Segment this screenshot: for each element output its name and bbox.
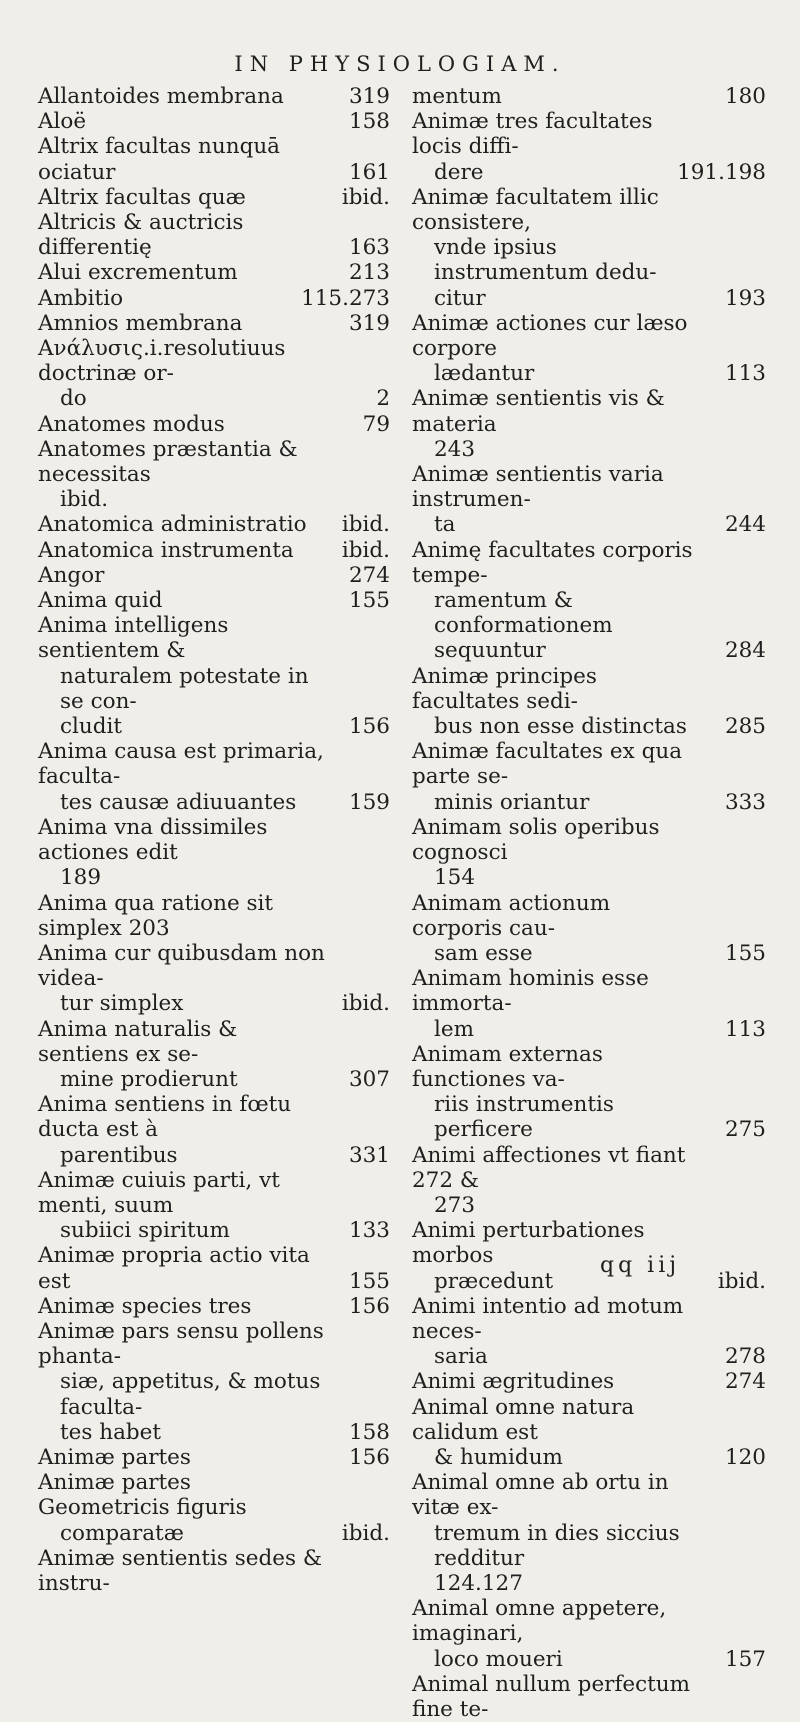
index-entry xyxy=(38,588,396,613)
entry-text: Amnios membrana xyxy=(38,310,243,336)
entry-text: subiici spiritum xyxy=(60,1218,230,1244)
index-entry xyxy=(412,386,772,462)
index-entry xyxy=(38,134,396,184)
signature-mark: qq iij xyxy=(600,1253,681,1278)
index-entry xyxy=(38,941,396,1017)
entry-text: citur xyxy=(434,285,486,311)
entry-text: Animæ partes Geometricis figuris xyxy=(38,1470,247,1521)
entry-text: tes causæ adiuuantes xyxy=(60,789,297,815)
index-entry xyxy=(38,185,396,210)
page-reference: 191.198 xyxy=(677,159,766,185)
page-reference: 115.273 xyxy=(301,285,390,311)
index-entry xyxy=(412,1395,772,1471)
running-header: IN PHYSIOLOGIAM. xyxy=(234,52,566,76)
index-entry xyxy=(412,538,772,664)
entry-text: Anima quid xyxy=(38,588,163,614)
entry-text: Anima naturalis & sentiens ex se- xyxy=(38,1016,238,1067)
index-entry xyxy=(38,1546,396,1596)
entry-text: Anima sentiens in fœtu ducta est à xyxy=(38,1092,292,1143)
entry-text: Animal omne ab ortu in vitæ ex- xyxy=(412,1470,669,1521)
left-column xyxy=(38,84,396,1596)
entry-text: Animi perturbationes morbos xyxy=(412,1218,645,1269)
entry-text: ibid. xyxy=(60,487,109,513)
entry-text: 154 xyxy=(434,865,476,891)
page-reference: 319 xyxy=(348,310,390,336)
entry-text: saria xyxy=(434,1344,488,1370)
index-entry xyxy=(38,1319,396,1445)
entry-text: ta xyxy=(434,512,456,538)
entry-text: Animi ægritudines xyxy=(412,1369,615,1395)
entry-text: Animal nullum perfectum fine te- xyxy=(412,1671,691,1722)
entry-text: Ambitio xyxy=(38,285,124,311)
entry-text: Animam solis operibus cognosci xyxy=(412,814,660,866)
page-reference: 163 xyxy=(348,235,390,261)
page-reference: ibid. xyxy=(341,184,390,210)
index-entry xyxy=(38,260,396,285)
index-entry xyxy=(38,437,396,513)
entry-text: Anatomica administratio xyxy=(38,512,307,538)
entry-text: Animæ pars sensu pollens phanta- xyxy=(38,1318,324,1370)
page-reference: 180 xyxy=(724,84,766,109)
entry-text: Altrix facultas quæ xyxy=(38,184,246,210)
entry-text: Animæ facultates ex qua parte se- xyxy=(412,739,683,790)
index-entry xyxy=(412,462,772,538)
index-entry xyxy=(412,1042,772,1143)
index-entry xyxy=(38,512,396,537)
index-entry xyxy=(412,1294,772,1370)
page-reference: 161 xyxy=(348,159,390,185)
index-entry xyxy=(412,1672,772,1722)
entry-text: Animæ cuiuis parti, vt menti, suum xyxy=(38,1167,280,1218)
page-reference: 113 xyxy=(724,361,766,387)
entry-text: tremum in dies siccius redditur xyxy=(434,1520,680,1571)
entry-text: 189 xyxy=(60,865,102,891)
entry-text: 124.127 xyxy=(434,1570,523,1596)
index-entry xyxy=(412,1218,772,1294)
page-reference: 156 xyxy=(348,714,390,740)
index-entry xyxy=(38,336,396,412)
page-reference: 156 xyxy=(348,1293,390,1319)
entry-text: Animæ partes xyxy=(38,1444,191,1470)
index-entry xyxy=(38,1243,396,1293)
entry-text: Animam externas functiones va- xyxy=(412,1041,603,1092)
page-reference: 333 xyxy=(724,789,766,815)
index-entry xyxy=(412,1470,772,1596)
index-entry xyxy=(38,1294,396,1319)
entry-text: Animi intentio ad motum neces- xyxy=(412,1293,684,1344)
entry-text: Animæ species tres xyxy=(38,1293,252,1319)
entry-text: siæ, appetitus, & motus faculta- xyxy=(60,1369,321,1420)
entry-text: Animæ principes facultates sedi- xyxy=(412,663,597,714)
page-reference: 275 xyxy=(724,1117,766,1143)
index-entry xyxy=(38,613,396,739)
entry-text: Anima vna dissimiles actiones edit xyxy=(38,814,268,866)
index-entry xyxy=(412,185,772,311)
page-reference: 285 xyxy=(724,714,766,740)
index-entry xyxy=(38,311,396,336)
index-entry xyxy=(38,563,396,588)
entry-text: Anatomes modus xyxy=(38,411,225,437)
entry-text: & humidum xyxy=(434,1444,563,1470)
entry-text: præcedunt xyxy=(434,1268,554,1294)
index-entry xyxy=(412,739,772,815)
page-reference: ibid. xyxy=(341,537,390,563)
entry-text: comparatæ xyxy=(60,1520,184,1546)
index-entry xyxy=(412,109,772,185)
entry-text: bus non esse distinctas xyxy=(434,714,687,740)
entry-text: Altrix facultas nunquā ociatur xyxy=(38,134,280,185)
entry-text: lem xyxy=(434,1016,474,1042)
index-entry xyxy=(38,815,396,891)
entry-text: Ανάλυσις.i.resolutiuus doctrinæ or- xyxy=(38,336,286,387)
entry-text: Anima causa est primaria, faculta- xyxy=(38,739,324,790)
entry-text: Alui excrementum xyxy=(38,260,238,286)
entry-text: Animæ tres facultates locis diffi- xyxy=(412,109,653,160)
index-entry xyxy=(412,1143,772,1219)
entry-text: Animæ sentientis vis & materia xyxy=(412,386,665,437)
page-reference: 156 xyxy=(348,1444,390,1470)
entry-text: lædantur xyxy=(434,361,535,387)
entry-text: Anatomes præstantia & necessitas xyxy=(38,436,298,488)
entry-text: mine prodierunt xyxy=(60,1066,238,1092)
index-entry xyxy=(412,966,772,1042)
page-reference: 155 xyxy=(724,940,766,966)
entry-text: Animam hominis esse immorta- xyxy=(412,966,649,1017)
index-entry xyxy=(38,412,396,437)
entry-text: Anima qua ratione sit simplex 203 xyxy=(38,890,274,941)
entry-text: vnde ipsius instrumentum dedu- xyxy=(434,235,657,286)
page-reference: 331 xyxy=(348,1142,390,1168)
index-entry xyxy=(38,1168,396,1244)
page-reference: ibid. xyxy=(717,1268,766,1294)
entry-text: Animę facultates corporis tempe- xyxy=(412,537,693,588)
index-entry xyxy=(412,1596,772,1672)
entry-text: Animæ propria actio vita est xyxy=(38,1243,310,1294)
page-reference: 155 xyxy=(348,588,390,614)
entry-text: Animæ sentientis varia instrumen- xyxy=(412,462,664,513)
page-reference: 79 xyxy=(362,411,390,437)
entry-text: dere xyxy=(434,159,484,185)
page-reference: 307 xyxy=(348,1066,390,1092)
index-entry xyxy=(38,538,396,563)
page-reference: ibid. xyxy=(341,1520,390,1546)
page-reference: 278 xyxy=(724,1344,766,1370)
page-reference: 2 xyxy=(376,386,390,412)
entry-text: loco moueri xyxy=(434,1646,563,1672)
page-reference: 158 xyxy=(348,109,390,135)
entry-text: mentum xyxy=(412,84,502,109)
index-entry xyxy=(412,84,772,109)
index-entry xyxy=(38,286,396,311)
entry-text: Allantoides membrana xyxy=(38,84,284,109)
entry-text: do xyxy=(60,386,87,412)
entry-text: Animæ sentientis sedes & instru- xyxy=(38,1545,323,1596)
page-reference: 244 xyxy=(724,512,766,538)
page-reference: 274 xyxy=(724,1369,766,1395)
page-reference: 155 xyxy=(348,1268,390,1294)
entry-text: tes habet xyxy=(60,1419,162,1445)
index-entry xyxy=(38,1017,396,1093)
entry-text: tur simplex xyxy=(60,991,184,1017)
index-entry xyxy=(412,815,772,891)
entry-text: Animæ facultatem illic consistere, xyxy=(412,184,659,236)
entry-text: riis instrumentis perficere xyxy=(434,1092,614,1143)
entry-text: Animi affectiones vt fiant 272 & xyxy=(412,1142,686,1193)
entry-text: parentibus xyxy=(60,1142,178,1168)
entry-text: Anima intelligens sentientem & xyxy=(38,613,229,664)
index-entry xyxy=(38,891,396,941)
page-reference: 158 xyxy=(348,1419,390,1445)
entry-text: Animal omne appetere, imaginari, xyxy=(412,1596,667,1647)
entry-text: 273 xyxy=(434,1192,476,1218)
index-entry xyxy=(38,84,396,109)
page-reference: 113 xyxy=(724,1016,766,1042)
page-reference: 274 xyxy=(348,562,390,588)
page-reference: 120 xyxy=(724,1444,766,1470)
page-reference: 133 xyxy=(348,1218,390,1244)
entry-text: sam esse xyxy=(434,940,533,966)
index-entry xyxy=(38,1470,396,1546)
entry-text: Angor xyxy=(38,562,105,588)
page-reference: ibid. xyxy=(341,991,390,1017)
entry-text: Aloë xyxy=(38,109,87,135)
page-reference: 159 xyxy=(348,789,390,815)
entry-text: Animæ actiones cur læso corpore xyxy=(412,310,688,362)
page-reference: 319 xyxy=(348,84,390,109)
entry-text: Anima cur quibusdam non videa- xyxy=(38,940,325,992)
entry-text: Anatomica instrumenta xyxy=(38,537,294,563)
right-column xyxy=(412,84,772,1722)
index-entry xyxy=(38,210,396,260)
index-entry xyxy=(38,1092,396,1168)
page-reference: 284 xyxy=(724,638,766,664)
entry-text: Animam actionum corporis cau- xyxy=(412,890,611,941)
index-entry xyxy=(38,109,396,134)
entry-text: Animal omne natura calidum est xyxy=(412,1394,635,1445)
index-entry xyxy=(412,1369,772,1394)
page-reference: ibid. xyxy=(341,512,390,538)
page-reference: 213 xyxy=(348,260,390,286)
index-entry xyxy=(412,311,772,387)
entry-text: cludit xyxy=(60,714,123,740)
index-entry xyxy=(412,664,772,740)
index-entry xyxy=(38,739,396,815)
index-entry xyxy=(412,891,772,967)
entry-text: minis oriantur xyxy=(434,789,590,815)
page-reference: 157 xyxy=(724,1646,766,1672)
page-reference: 193 xyxy=(724,285,766,311)
entry-text: 243 xyxy=(434,436,476,462)
entry-text: naturalem potestate in se con- xyxy=(60,663,309,714)
index-entry xyxy=(38,1445,396,1470)
entry-text: Altricis & auctricis differentię xyxy=(38,210,244,261)
entry-text: sequuntur xyxy=(434,638,546,664)
entry-text: ramentum & conformationem xyxy=(434,588,613,639)
